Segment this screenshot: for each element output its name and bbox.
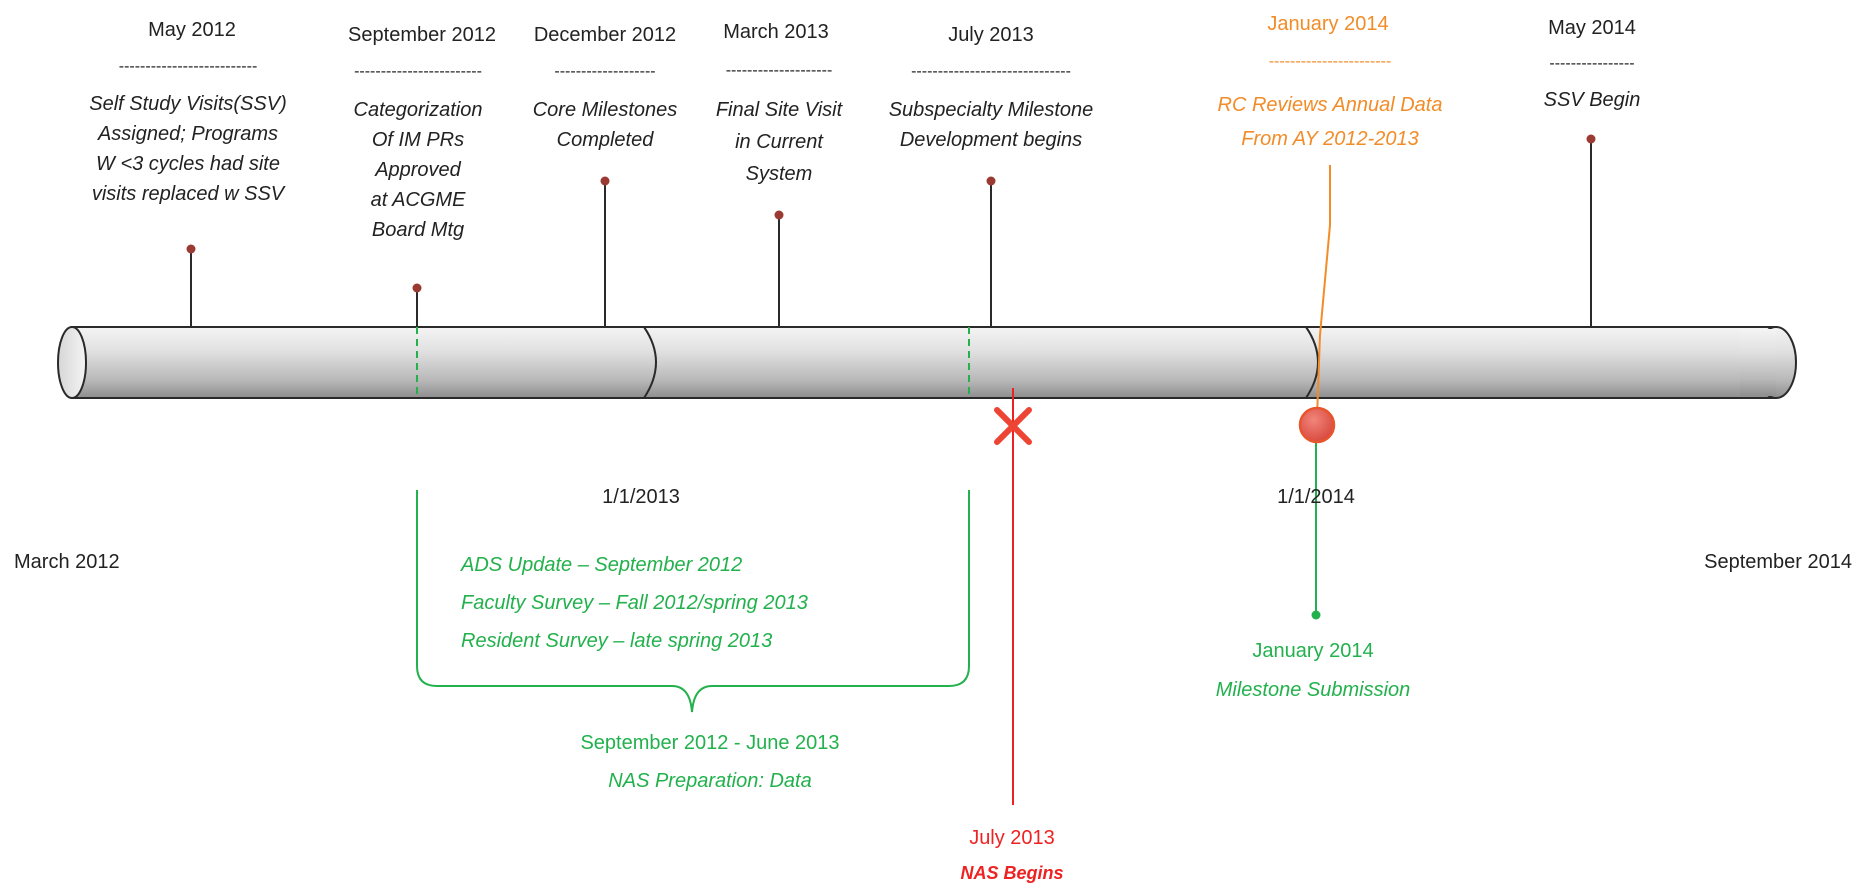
prep-item: Faculty Survey – Fall 2012/spring 2013 [461, 592, 808, 614]
event-date: July 2013 [948, 24, 1034, 46]
event-date: September 2012 [348, 24, 496, 46]
event-divider: ----------------------- [1268, 53, 1392, 70]
nas-begins-text: NAS Begins [960, 863, 1064, 883]
event-divider: ---------------- [1549, 55, 1635, 72]
range-start-label: March 2012 [14, 551, 120, 573]
event-description: Core Milestones Completed [532, 99, 678, 151]
timeline-start-cap [58, 327, 86, 398]
event-description: SSV Begin [1543, 89, 1641, 111]
event-divider: -------------------------- [118, 58, 258, 75]
prep-item: Resident Survey – late spring 2013 [461, 630, 773, 652]
event-description: Final Site Visit in Current System [715, 99, 843, 185]
event-date: December 2012 [533, 24, 677, 46]
prep-period: September 2012 - June 2013 [580, 732, 840, 754]
event-date: May 2014 [1548, 17, 1636, 39]
event-date: March 2013 [723, 21, 829, 43]
event-divider: ------------------------------ [911, 63, 1071, 80]
submission-text: Milestone Submission [1215, 679, 1411, 701]
prep-item: ADS Update – September 2012 [461, 554, 743, 576]
rc-review-marker [1300, 408, 1334, 442]
event-description: RC Reviews Annual Data From AY 2012-2013 [1217, 94, 1443, 150]
nas-begins-date: July 2013 [969, 827, 1055, 849]
event-description: Categorization Of IM PRs Approved at ACGME Board Mtg [353, 99, 483, 241]
submission-dot [1312, 611, 1321, 620]
axis-mark-2014: 1/1/2014 [1277, 486, 1355, 508]
range-end-label: September 2014 [1704, 551, 1852, 573]
prep-title: NAS Preparation: Data [608, 770, 812, 792]
timeline-bar [72, 327, 1776, 398]
event-divider: ------------------------ [354, 63, 482, 80]
event-description: Self Study Visits(SSV) Assigned; Programs W <3 cycles had site visits replaced w SSV [89, 93, 287, 205]
event-divider: ------------------- [554, 63, 656, 80]
event-date: January 2014 [1267, 13, 1389, 35]
event-divider: -------------------- [725, 62, 833, 79]
event-date: May 2012 [148, 19, 236, 41]
submission-date: January 2014 [1252, 640, 1374, 662]
event-description: Subspecialty Milestone Development begins [888, 99, 1094, 151]
axis-mark-2013: 1/1/2013 [602, 486, 680, 508]
